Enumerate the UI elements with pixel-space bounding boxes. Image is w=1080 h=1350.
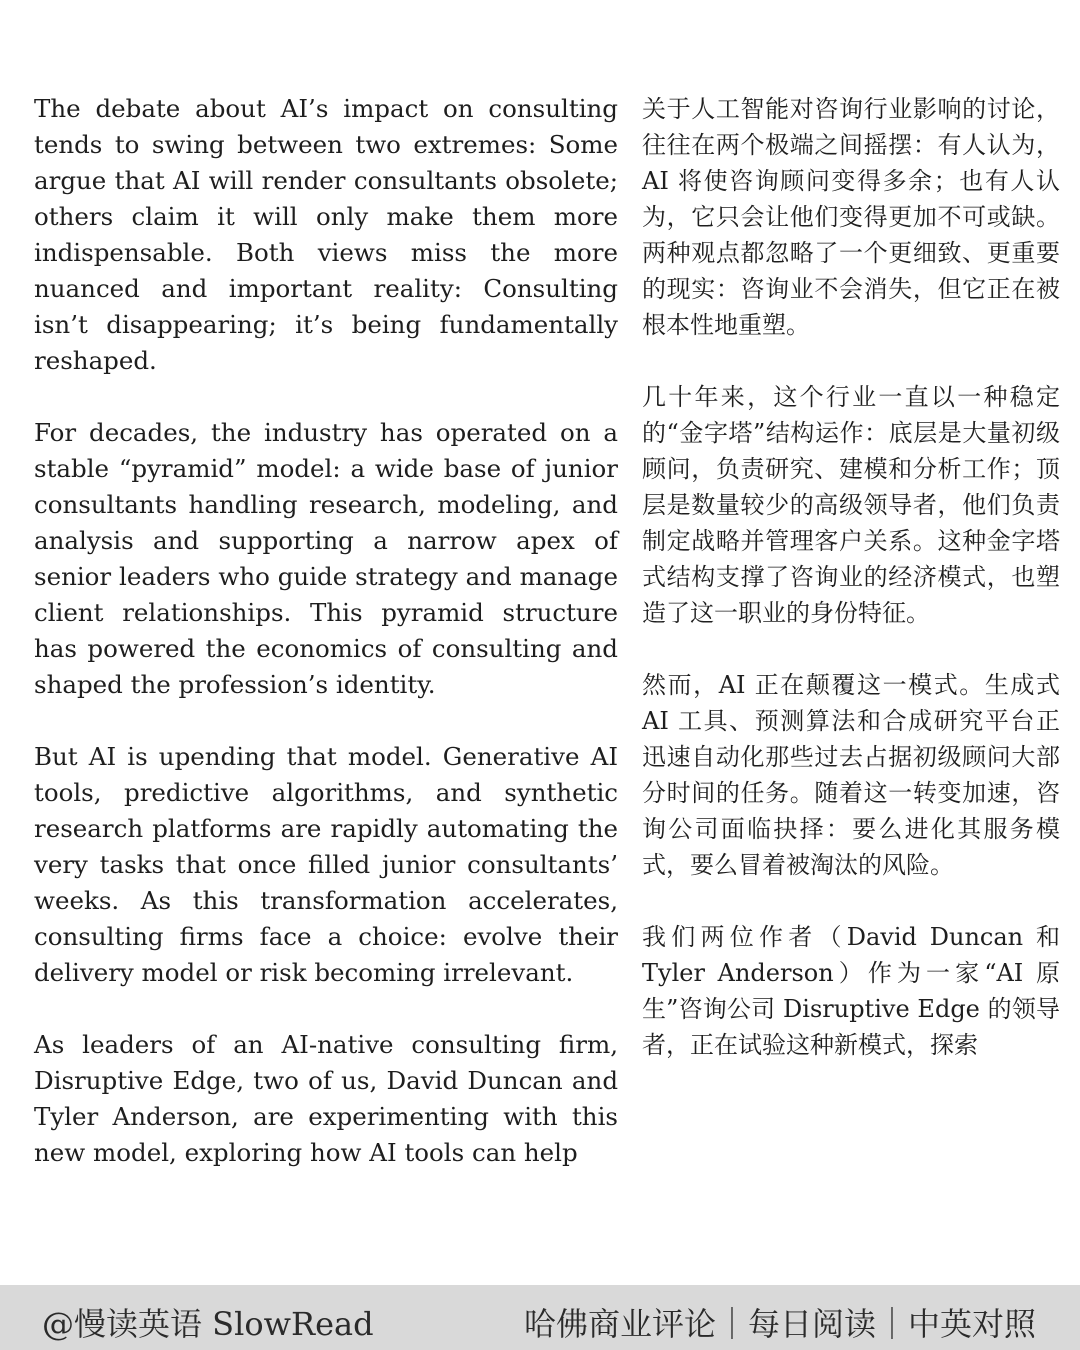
english-paragraph-4: As leaders of an AI-native consulting firm, Disruptive Edge, two of us, David Duncan and Tyler Anderson, are experimenting with this new model, exploring how AI tools can help	[34, 1030, 618, 1167]
english-paragraph-3: But AI is upending that model. Generative AI tools, predictive algorithms, and synthetic research platforms are rapidly automating the very tasks that once filled junior consultants’ weeks. As this transformation accelerates, consulting firms face a choice: evolve their delivery model or risk becoming irrelevant.	[34, 742, 618, 987]
chinese-paragraph-2: 几十年来，这个行业一直以一种稳定的“金字塔”结构运作：底层是大量初级顾问，负责研究、建模和分析工作；顶层是数量较少的高级领导者，他们负责制定战略并管理客户关系。这种金字塔式结构支撑了咨询业的经济模式，也塑造了这一职业的身份特征。	[642, 383, 1060, 627]
footer-tagline: 哈佛商业评论｜每日阅读｜中英对照	[523, 1305, 1036, 1343]
chinese-paragraph-3: 然而，AI 正在颠覆这一模式。生成式 AI 工具、预测算法和合成研究平台正迅速自动化那些过去占据初级顾问大部分时间的任务。随着这一转变加速，咨询公司面临抉择：要么进化其服务模式，要么冒着被淘汰的风险。	[642, 671, 1060, 879]
chinese-paragraph-1: 关于人工智能对咨询行业影响的讨论，往往在两个极端之间摇摆：有人认为，AI 将使咨询顾问变得多余；也有人认为，它只会让他们变得更加不可或缺。两种观点都忽略了一个更细致、更重要的现实：咨询业不会消失，但它正在被根本性地重塑。	[642, 95, 1060, 339]
account-handle: @慢读英语 SlowRead	[42, 1305, 374, 1343]
footer-bar	[0, 1285, 1080, 1350]
english-paragraph-1: The debate about AI’s impact on consulting tends to swing between two extremes: Some argue that AI will render consultants obsolete; others claim it will only make them more indispensable. Both views miss the more nuanced and important reality: Consulting isn’t disappearing; it’s being fundamentally reshaped.	[34, 94, 618, 375]
english-column	[34, 91, 618, 1207]
chinese-column	[642, 91, 1060, 1099]
chinese-paragraph-4: 我们两位作者（David Duncan 和 Tyler Anderson）作为一家“AI 原生”咨询公司 Disruptive Edge 的领导者，正在试验这种新模式，探索	[642, 923, 1060, 1059]
english-paragraph-2: For decades, the industry has operated on a stable “pyramid” model: a wide base of junior consultants handling research, modeling, and analysis and supporting a narrow apex of senior leaders who guide strategy and manage client relationships. This pyramid structure has powered the economics of consulting and shaped the profession’s identity.	[34, 418, 618, 699]
